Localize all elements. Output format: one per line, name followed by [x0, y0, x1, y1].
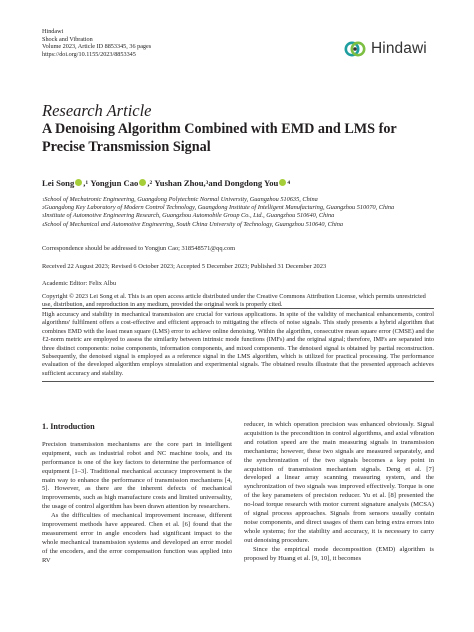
copyright-notice: Copyright © 2023 Lei Song et al. This is an open access article distributed under the Creative Commons Attribution License, which permits unrestricted use, distribution, and reproduction in any medium, provided the original work is properly cited.: [42, 293, 426, 309]
affiliation: 2 Guangdong Key Laboratory of Modern Control Technology, Guangdong Institute of Intelligent Manufacturing, Guangzhou 510070, China: [42, 204, 395, 212]
affiliation: 1 School of Mechatronic Engineering, Guangdong Polytechnic Normal University, Guangzhou 510635, China: [42, 196, 318, 203]
paragraph: Precision transmission mechanisms are the core part in intelligent equipment, such as industrial robot and NC machine tools, and its performance is one of the key factors to determine the performance of equipment [1–3]. Traditional mechanical accuracy improvement is the main way to enhance the performance of transmission mechanisms [4, 5]. However, as there are the inherent defects of mechanical improvements, such as high manufacture costs and limited universality, the usage of control algorithm has been drawn attention by researchers.: [42, 440, 232, 511]
paragraph: reducer, in which operation precision was enhanced obviously. Signal acquisition is the precondition in control algorithms, and axial vibration and rotation speed are the main measuring signals in transmission mechanisms; however, these two signals are measured separately, and the synchronization of the two signals becomes a key point in acquisition of transmission mechanism signals. Deng et al. [7] developed a linear array scanning measuring system, and the synchronization of two signals was improved effectively. Torque is one of the key parameters of precision reducer. Yu et al. [8] presented the no-load torque research with motor current signature analysis (MCSA) of signal process approaches. Signals from sensors usually contain noise components, and direct usages of them can bring extra errors into whole systems; for the stability and accuracy, it is necessary to carry out denoising procedure.: [244, 421, 434, 544]
paragraph: Since the empirical mode decomposition (EMD) algorithm is proposed by Huang et al. [9, 10], it becomes: [244, 545, 434, 562]
logo-text: Hindawi: [371, 40, 427, 57]
left-column: [42, 423, 232, 566]
correspondence: Correspondence should be addressed to Yongjun Cao; 318548571@qq.com: [42, 245, 236, 252]
article-type: Research Article: [42, 101, 152, 120]
academic-editor: Academic Editor: Felix Albu: [42, 280, 117, 287]
affiliations: [42, 196, 442, 229]
author-name: Lei Song: [42, 178, 75, 188]
orcid-icon[interactable]: [75, 179, 82, 186]
divider-bottom: [42, 381, 434, 382]
author-name: Yushan Zhou,: [154, 178, 206, 188]
publisher-name: Hindawi: [42, 28, 64, 35]
hindawi-logo-icon: [344, 38, 366, 60]
author-sup: 2: [149, 180, 153, 186]
doi-link[interactable]: https://doi.org/10.1155/2023/8853345: [42, 50, 136, 58]
right-column: [244, 421, 434, 564]
divider-top: [42, 308, 434, 309]
publication-dates: Received 22 August 2023; Revised 6 October 2023; Accepted 5 December 2023; Published 31 December 2023: [42, 263, 327, 270]
paragraph: As the difficulties of mechanical improvement increase, different improvement methods have appeared. Chen et al. [6] found that the measurement error in angle encoders had significant impact to the whole mechanical transmission systems and developed an error model of the encoders, and the error compensation function was applied into RV: [42, 512, 232, 564]
author-list: Lei Song , 1 Yongjun Cao , 2 Yushan Zhou, 3 and Dongdong You 4: [42, 178, 291, 188]
journal-name: Shock and Vibration: [42, 35, 93, 43]
author-sup: 3: [205, 180, 209, 186]
journal-meta: [42, 28, 151, 58]
author-name: Yongjun Cao: [90, 178, 139, 188]
orcid-icon[interactable]: [139, 179, 146, 186]
volume-line: Volume 2023, Article ID 8853345, 36 pages: [42, 43, 152, 51]
affiliation: 3 Institute of Automotive Engineering Research, Guangzhou Automobile Group Co., Ltd., Guangzhou 510640, China: [42, 212, 335, 220]
section-heading: 1. Introduction: [42, 422, 95, 431]
abstract: High accuracy and stability in mechanical transmission are crucial for various applications. In spite of the validity of mechanical enhancements, control algorithms' fulfilment offers a cost-effective and efficient approach to mitigating the effects of noise signals. This study presents a hybrid algorithm that combines EMD with the least mean square (LMS) error to achieve online denoising. Within the algorithm, consecutive mean square error (CMSE) and the ℓ2-norm metric are employed to assess the similarity between intrinsic mode functions (IMFs) and the original signal; therefore, IMFs are separated into three distinct components: noise components, information components, and mixed components. The denoised signal is obtained by partial reconstruction. Subsequently, the denoised signal is employed as a reference signal in the LMS algorithm, which is utilized for practical processing. The performance evaluation of the developed algorithm employs simulation and experimental signals. The obtained results illustrate that the presented approach achieves sufficient accuracy and stability.: [42, 311, 434, 377]
author-name: Dongdong You: [224, 178, 279, 188]
hindawi-logo: [344, 38, 427, 60]
author-sup: 4: [287, 180, 291, 186]
orcid-icon[interactable]: [279, 179, 286, 186]
article-title: A Denoising Algorithm Combined with EMD and LMS for Precise Transmission Signal: [42, 121, 397, 155]
affiliation: 4 School of Mechanical and Automotive Engineering, South China University of Technology, Guangzhou 510640, China: [42, 220, 344, 228]
author-sup: 1: [85, 180, 89, 186]
